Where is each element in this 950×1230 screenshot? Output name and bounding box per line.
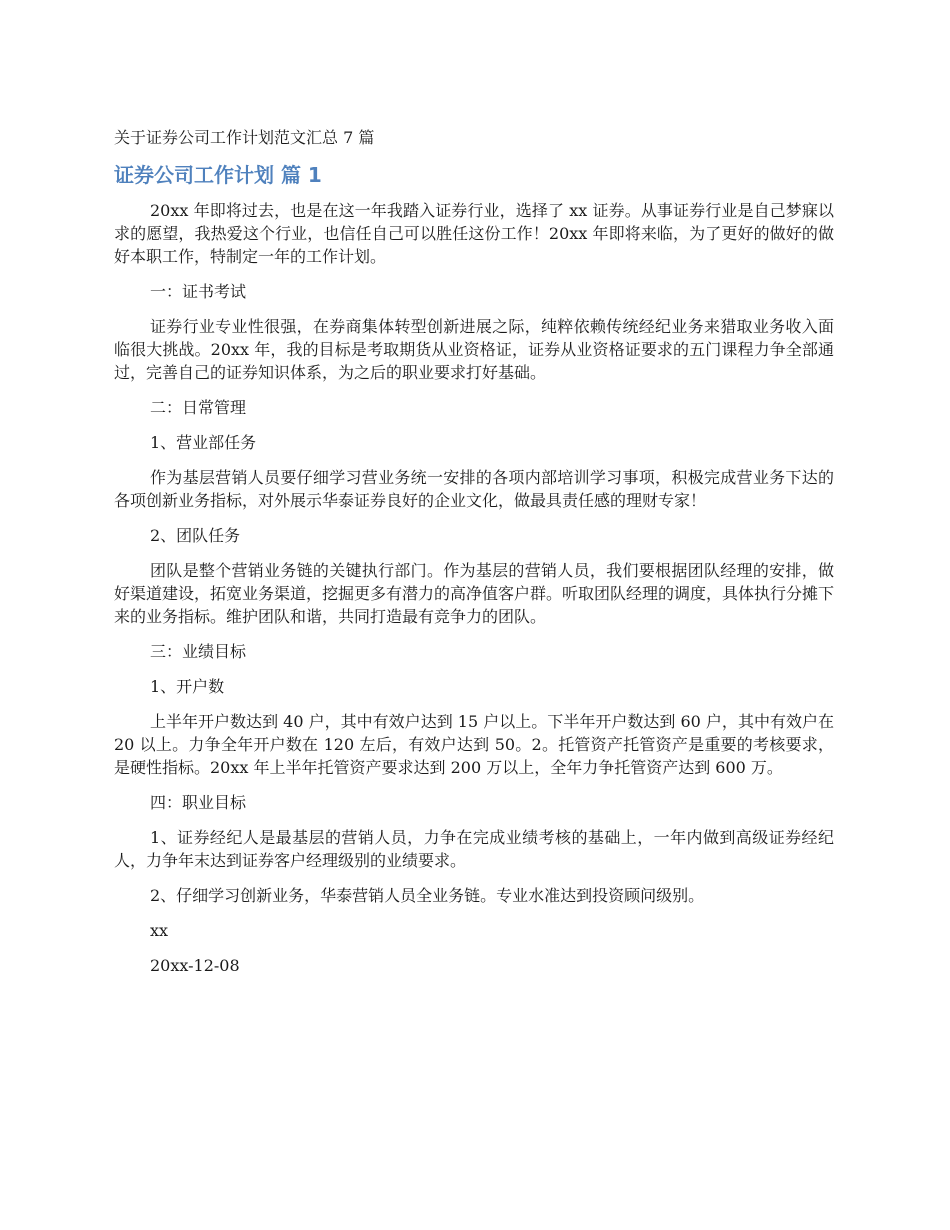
- account-openings-paragraph: 上半年开户数达到 40 户，其中有效户达到 15 户以上。下半年开户数达到 60 户，其中有效户在 20 以上。力争全年开户数在 120 左后，有效户达到 50。2。托管资产托管资产是重要的考核要求，是硬性指标。20xx 年上半年托管资产要求达到 200 万以上，全年力争托管资产达到 600 万。: [114, 712, 834, 777]
- subheading-performance-goals: 三：业绩目标: [150, 642, 247, 661]
- team-tasks-paragraph: 团队是整个营销业务链的关键执行部门。作为基层的营销人员，我们要根据团队经理的安排，做好渠道建设，拓宽业务渠道，挖掘更多有潜力的高净值客户群。听取团队经理的调度，具体执行分摊下来的业务指标。维护团队和谐，共同打造最有竞争力的团队。: [114, 561, 835, 626]
- document-page: [114, 122, 834, 989]
- certificate-exam-paragraph: 证券行业专业性很强，在券商集体转型创新进展之际，纯粹依赖传统经纪业务来猎取业务收入面临很大挑战。20xx 年，我的目标是考取期货从业资格证，证券从业资格证要求的五门课程力争全部通过，完善自己的证券知识体系，为之后的职业要求打好基础。: [114, 317, 834, 382]
- document-title: 关于证券公司工作计划范文汇总 7 篇: [114, 128, 375, 147]
- subheading-branch-tasks: 1、营业部任务: [150, 433, 257, 452]
- career-goal-item-2: 2、仔细学习创新业务，华泰营销人员全业务链。专业水准达到投资顾问级别。: [150, 886, 705, 905]
- signature-name: xx: [150, 921, 169, 940]
- subheading-team-tasks: 2、团队任务: [150, 526, 241, 545]
- subheading-career-goals: 四：职业目标: [150, 793, 247, 812]
- career-goal-item-1: 1、证券经纪人是最基层的营销人员，力争在完成业绩考核的基础上，一年内做到高级证券经纪人，力争年末达到证券客户经理级别的业绩要求。: [114, 828, 834, 870]
- subheading-account-openings: 1、开户数: [150, 677, 225, 696]
- branch-tasks-paragraph: 作为基层营销人员要仔细学习营业务统一安排的各项内部培训学习事项，积极完成营业务下达的各项创新业务指标，对外展示华泰证券良好的企业文化，做最具责任感的理财专家！: [114, 468, 834, 510]
- subheading-certificate-exam: 一：证书考试: [150, 282, 247, 301]
- intro-paragraph: 20xx 年即将过去，也是在这一年我踏入证券行业，选择了 xx 证券。从事证券行业是自己梦寐以求的愿望，我热爱这个行业，也信任自己可以胜任这份工作！20xx 年即将来临，为了更好的做好的做好本职工作，特制定一年的工作计划。: [114, 201, 834, 266]
- subheading-daily-management: 二：日常管理: [150, 398, 247, 417]
- signature-date: 20xx-12-08: [150, 956, 240, 975]
- section-heading: 证券公司工作计划 篇 1: [114, 163, 322, 187]
